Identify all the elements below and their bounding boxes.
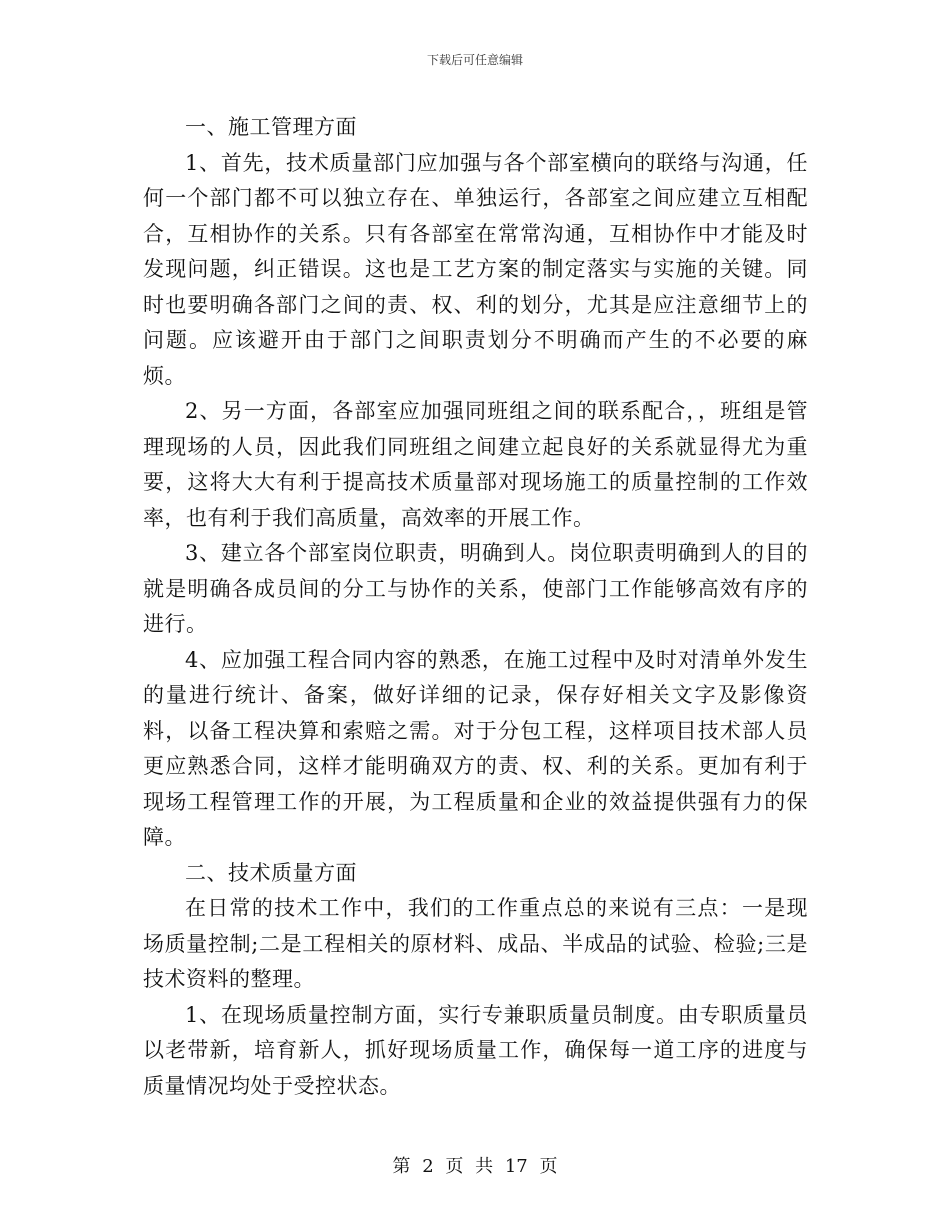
paragraph-item-2: 2、另一方面，各部室应加强同班组之间的联系配合，，班组是管理现场的人员，因此我们同班组之间建立起良好的关系就显得尤为重要，这将大大有利于提高技术质量部对现场施工的质量控制的工作效率，也有利于我们高质量，高效率的开展工作。 <box>143 399 808 530</box>
paragraph-intro-technical-work: 在日常的技术工作中，我们的工作重点总的来说有三点：一是现场质量控制;二是工程相关的原材料、成品、半成品的试验、检验;三是技术资料的整理。 <box>143 896 808 991</box>
paragraph-item-1-quality-control: 1、在现场质量控制方面，实行专兼职质量员制度。由专职质量员以老带新，培育新人，抓好现场质量工作，确保每一道工序的进度与质量情况均处于受控状态。 <box>143 1002 808 1098</box>
paragraph-item-3: 3、建立各个部室岗位职责，明确到人。岗位职责明确到人的目的就是明确各成员间的分工与协作的关系，使部门工作能够高效有序的进行。 <box>143 541 808 636</box>
page-number-footer: 第 2 页 共 17 页 <box>392 1156 558 1177</box>
section-heading-construction-management: 一、施工管理方面 <box>185 115 357 139</box>
page-header: 下载后可任意编辑 <box>426 53 523 67</box>
document-body <box>143 110 808 1104</box>
paragraph-item-1: 1、首先，技术质量部门应加强与各个部室横向的联络与沟通，任何一个部门都不可以独立存在、单独运行，各部室之间应建立互相配合，互相协作的关系。只有各部室在常常沟通，互相协作中才能及时发现问题，纠正错误。这也是工艺方案的制定落实与实施的关键。同时也要明确各部门之间的责、权、利的划分，尤其是应注意细节上的问题。应该避开由于部门之间职责划分不明确而产生的不必要的麻烦。 <box>143 150 808 388</box>
section-heading-technical-quality: 二、技术质量方面 <box>185 860 357 885</box>
paragraph-item-4: 4、应加强工程合同内容的熟悉，在施工过程中及时对清单外发生的量进行统计、备案，做好详细的记录，保存好相关文字及影像资料，以备工程决算和索赔之需。对于分包工程，这样项目技术部人员更应熟悉合同，这样才能明确双方的责、权、利的关系。更加有利于现场工程管理工作的开展，为工程质量和企业的效益提供强有力的保障。 <box>143 647 808 849</box>
